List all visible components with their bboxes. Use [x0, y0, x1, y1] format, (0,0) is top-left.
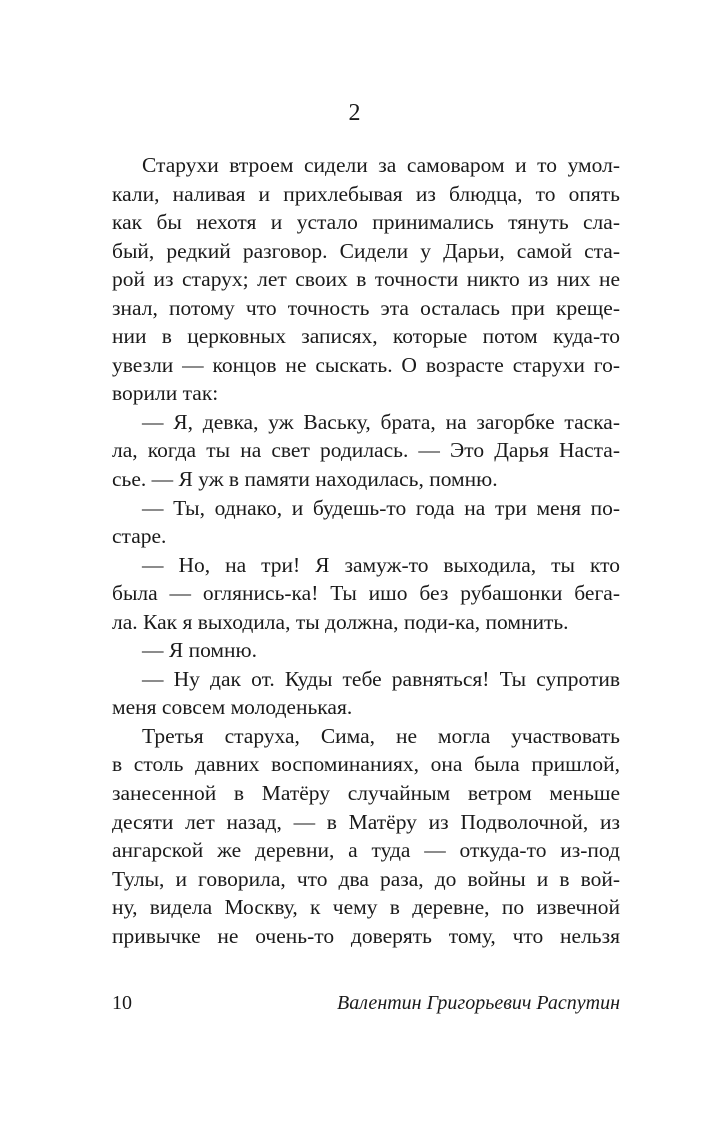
- text-line: Тулы, и говорила, что два раза, до войны и в вой-: [112, 866, 620, 891]
- text-line: меня совсем молоденькая.: [112, 695, 353, 720]
- text-line: нии в церковных записях, которые потом куда-то: [112, 324, 620, 349]
- text-line: старе.: [112, 524, 167, 549]
- text-line: была — оглянись-ка! Ты ишо без рубашонки бега-: [112, 581, 620, 606]
- text-line: рой из старух; лет своих в точности никто из них не: [112, 267, 620, 292]
- text-line: десяти лет назад, — в Матёру из Подволочной, из: [112, 809, 620, 834]
- text-line: бый, редкий разговор. Сидели у Дарьи, самой ста-: [112, 238, 620, 263]
- text-line: — Ну дак от. Куды тебе равняться! Ты супротив: [142, 666, 620, 691]
- page-number: 10: [112, 992, 132, 1014]
- text-line: Третья старуха, Сима, не могла участвовать: [142, 723, 620, 748]
- text-line: — Я помню.: [142, 638, 257, 663]
- text-line: знал, потому что точность эта осталась при креще-: [112, 295, 620, 320]
- text-line: сье. — Я уж в памяти находилась, помню.: [112, 467, 498, 492]
- text-line: ангарской же деревни, а туда — откуда-то из-под: [112, 838, 620, 863]
- text-line: Старухи втроем сидели за самоваром и то умол-: [142, 153, 620, 177]
- text-line: в столь давних воспоминаниях, она была пришлой,: [112, 752, 620, 777]
- text-line: как бы нехотя и устало принимались тянуть сла-: [112, 210, 620, 235]
- text-line: увезли — концов не сыскать. О возрасте старухи го-: [112, 352, 620, 377]
- text-line: ла, когда ты на свет родилась. — Это Дарья Наста-: [112, 438, 620, 463]
- text-line: — Я, девка, уж Ваську, брата, на загорбке таска-: [142, 409, 620, 434]
- page-footer: [112, 988, 620, 1018]
- text-line: кали, наливая и прихлебывая из блюдца, то опять: [112, 181, 620, 206]
- body-text: [112, 151, 620, 950]
- chapter-number: 2: [348, 100, 361, 126]
- running-author: Валентин Григорьевич Распутин: [337, 992, 620, 1014]
- text-line: привычке не очень-то доверять тому, что нельзя: [112, 923, 620, 948]
- text-line: ла. Как я выходила, ты должна, поди-ка, помнить.: [112, 609, 569, 634]
- text-line: занесенной в Матёру случайным ветром меньше: [112, 781, 620, 806]
- text-line: ну, видела Москву, к чему в деревне, по извечной: [112, 895, 620, 920]
- text-line: — Но, на три! Я замуж-то выходила, ты кто: [142, 552, 620, 577]
- text-line: ворили так:: [112, 381, 219, 406]
- text-line: — Ты, однако, и будешь-то года на три меня по-: [142, 495, 620, 520]
